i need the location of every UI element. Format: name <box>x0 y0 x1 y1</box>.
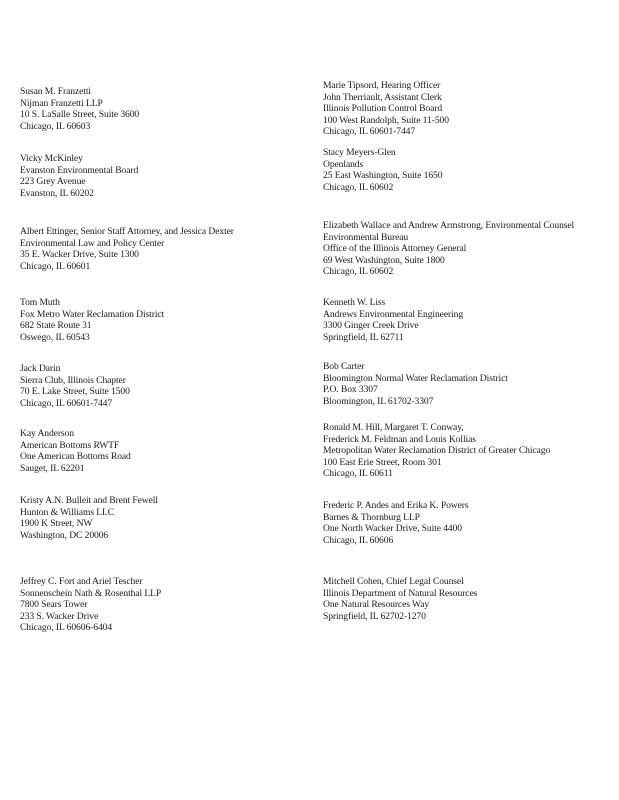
address-line: Springfield, IL 62711 <box>323 331 404 343</box>
address-line: 35 E. Wacker Drive, Suite 1300 <box>20 249 139 261</box>
address-line: Nijman Franzetti LLP <box>20 97 103 109</box>
address-line: Evanston, IL 60202 <box>20 187 94 199</box>
address-line: Bob Carter <box>323 361 365 372</box>
address-block <box>20 576 161 634</box>
address-line: Kenneth W. Liss <box>323 297 386 308</box>
address-block <box>20 226 234 272</box>
address-line: 70 E. Lake Street, Suite 1500 <box>20 386 130 398</box>
address-line: Fox Metro Water Reclamation District <box>20 308 165 320</box>
address-block <box>323 220 574 278</box>
address-line: 223 Grey Avenue <box>20 176 86 188</box>
address-block <box>323 361 508 407</box>
address-line: Frederick M. Feldman and Louis Kollias <box>323 433 476 445</box>
address-line: Frederic P. Andes and Erika K. Powers <box>323 500 469 511</box>
address-line: Environmental Bureau <box>323 231 409 243</box>
address-line: Chicago, IL 60601-7447 <box>323 126 416 138</box>
address-line: Marie Tipsord, Hearing Officer <box>323 80 441 91</box>
address-line: Sierra Club, Illinois Chapter <box>20 374 126 386</box>
address-line: 69 West Washington, Suite 1800 <box>323 254 445 266</box>
address-line: Barnes & Thornburg LLP <box>323 511 420 523</box>
address-line: Jack Darin <box>20 363 61 374</box>
address-line: American Bottoms RWTF <box>20 439 120 451</box>
address-line: Kay Anderson <box>20 428 74 439</box>
address-line: One Natural Resources Way <box>323 599 430 611</box>
address-line: Susan M. Franzetti <box>20 86 91 97</box>
address-line: Ronald M. Hill, Margaret T. Conway, <box>323 422 464 433</box>
address-line: Chicago, IL 60603 <box>20 120 91 132</box>
address-line: Chicago, IL 60601 <box>20 260 91 272</box>
address-line: 682 State Route 31 <box>20 320 92 332</box>
address-line: One American Bottoms Road <box>20 451 131 463</box>
address-block <box>20 297 164 343</box>
address-line: Chicago, IL 60601-7447 <box>20 397 113 409</box>
address-block <box>20 153 138 199</box>
address-line: Kristy A.N. Bulleit and Brent Fewell <box>20 495 158 506</box>
address-line: Elizabeth Wallace and Andrew Armstrong, Environmental Counsel <box>323 220 575 231</box>
address-line: Chicago, IL 60606 <box>323 534 394 546</box>
address-line: Openlands <box>323 158 364 170</box>
address-block <box>20 86 139 132</box>
address-line: Springfield, IL 62702-1270 <box>323 610 426 622</box>
address-block <box>323 147 442 193</box>
address-line: 233 S. Wacker Drive <box>20 610 99 622</box>
address-line: Environmental Law and Policy Center <box>20 237 165 249</box>
address-line: Andrews Environmental Engineering <box>323 308 464 320</box>
address-line: Evanston Environmental Board <box>20 164 139 176</box>
address-line: 1900 K Street, NW <box>20 518 93 530</box>
address-line: Illinois Department of Natural Resources <box>323 587 478 599</box>
address-line: P.O. Box 3307 <box>323 384 378 396</box>
address-block <box>20 428 131 474</box>
address-line: One North Wacker Drive, Suite 4400 <box>323 523 462 535</box>
address-line: Metropolitan Water Reclamation District of Greater Chicago <box>323 445 551 457</box>
address-line: 100 East Erie Street, Room 301 <box>323 456 442 468</box>
address-line: Mitchell Cohen, Chief Legal Counsel <box>323 576 464 587</box>
address-block <box>323 422 550 480</box>
address-line: 10 S. LaSalle Street, Suite 3600 <box>20 109 140 121</box>
address-block <box>323 576 477 622</box>
address-line: Albert Ettinger, Senior Staff Attorney, and Jessica Dexter <box>20 226 234 237</box>
address-line: Chicago, IL 60606-6404 <box>20 622 113 634</box>
address-line: Bloomington Normal Water Reclamation District <box>323 372 508 384</box>
address-line: 100 West Randolph, Suite 11-500 <box>323 114 449 126</box>
address-line: Bloomington, IL 61702-3307 <box>323 395 434 407</box>
address-line: Washington, DC 20006 <box>20 529 109 541</box>
address-line: Sonnenschein Nath & Rosenthal LLP <box>20 587 162 599</box>
address-block <box>20 495 158 541</box>
address-line: Stacy Meyers-Glen <box>323 147 396 158</box>
address-line: Vicky McKinley <box>20 153 83 164</box>
address-line: Sauget, IL 62201 <box>20 462 85 474</box>
address-line: Tom Muth <box>20 297 60 308</box>
address-line: Oswego, IL 60543 <box>20 331 90 343</box>
address-line: 25 East Washington, Suite 1650 <box>323 170 443 182</box>
address-line: Hunton & Williams LLC <box>20 506 115 518</box>
address-line: 7800 Sears Tower <box>20 599 88 611</box>
address-block <box>323 80 449 138</box>
address-line: Chicago, IL 60602 <box>323 266 394 278</box>
address-line: Office of the Illinois Attorney General <box>323 243 467 255</box>
address-block <box>323 297 463 343</box>
address-block <box>323 500 469 546</box>
address-line: John Therriault, Assistant Clerk <box>323 91 442 103</box>
address-line: Jeffrey C. Fort and Ariel Tescher <box>20 576 143 587</box>
address-block <box>20 363 130 409</box>
address-line: Chicago, IL 60611 <box>323 468 393 480</box>
address-line: Illinois Pollution Control Board <box>323 103 443 115</box>
address-line: 3300 Ginger Creek Drive <box>323 320 419 332</box>
address-line: Chicago, IL 60602 <box>323 181 394 193</box>
